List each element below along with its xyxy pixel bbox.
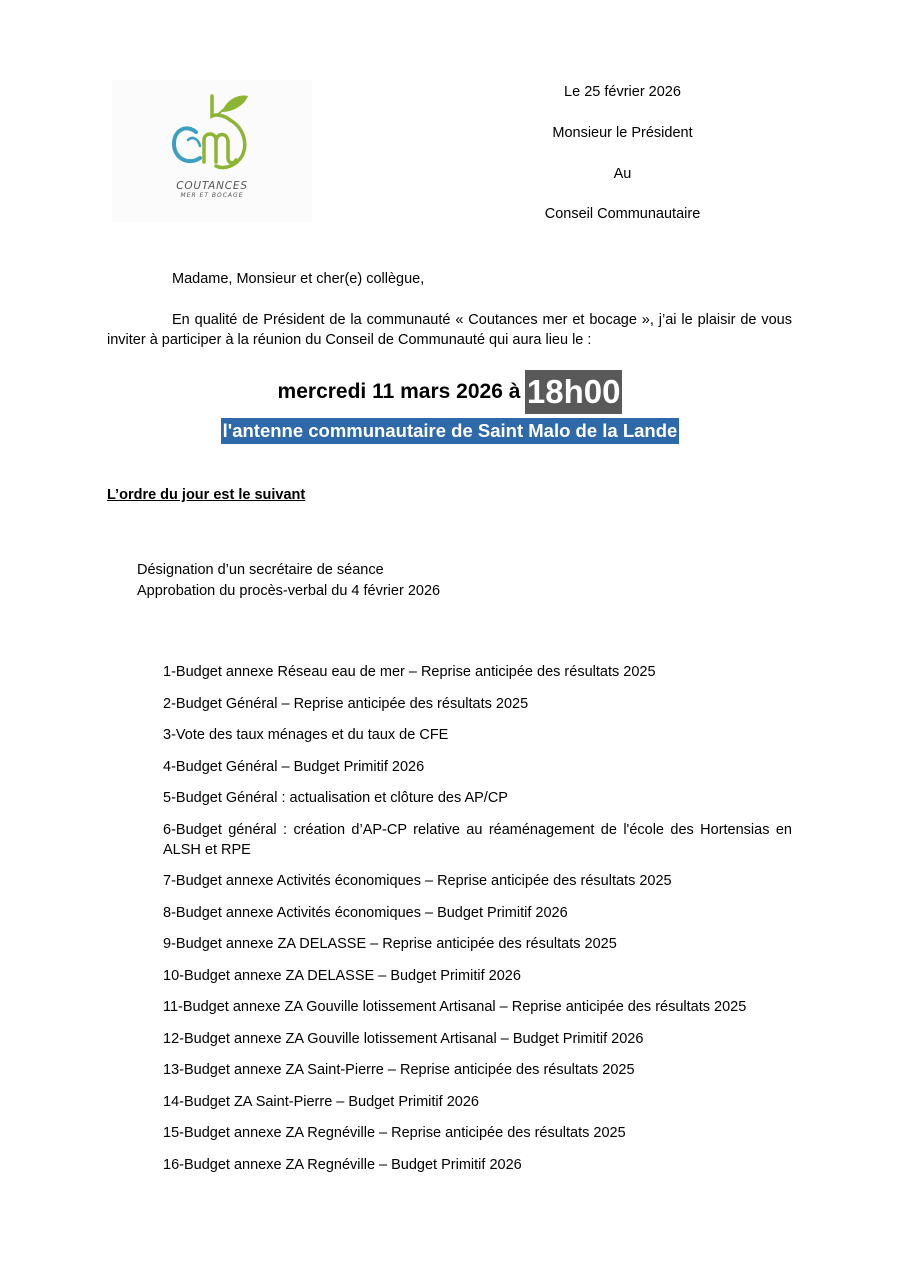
- meeting-location-line: [0, 418, 900, 444]
- coutances-logo-icon: [112, 80, 312, 222]
- meeting-time: 18h00: [525, 370, 623, 414]
- agenda-item: 1-Budget annexe Réseau eau de mer – Reprise anticipée des résultats 2025: [163, 664, 656, 680]
- agenda-item: 13-Budget annexe ZA Saint-Pierre – Reprise anticipée des résultats 2025: [163, 1062, 635, 1078]
- agenda-item: 15-Budget annexe ZA Regnéville – Reprise anticipée des résultats 2025: [163, 1125, 626, 1141]
- recipient-line-1: Monsieur le Président: [552, 125, 693, 141]
- recipient-line-2: Au: [613, 166, 632, 182]
- agenda-item: 16-Budget annexe ZA Regnéville – Budget Primitif 2026: [163, 1157, 522, 1173]
- meeting-date-line: [0, 370, 900, 414]
- logo: [112, 80, 312, 222]
- agenda-item: 11-Budget annexe ZA Gouville lotissement Artisanal – Reprise anticipée des résultats 2025: [163, 999, 747, 1015]
- logo-name: COUTANCES: [176, 180, 248, 192]
- agenda-item: 9-Budget annexe ZA DELASSE – Reprise anticipée des résultats 2025: [163, 936, 617, 952]
- agenda-item: 12-Budget annexe ZA Gouville lotissement Artisanal – Budget Primitif 2026: [163, 1031, 644, 1047]
- logo-wordmark: [174, 180, 250, 199]
- intro-paragraph: En qualité de Président de la communauté « Coutances mer et bocage », j’ai le plaisir de vous inviter à participer à la réunion du Conseil de Communauté qui aura lieu le :: [107, 312, 792, 348]
- salutation: Madame, Monsieur et cher(e) collègue,: [172, 271, 425, 287]
- agenda-item: 5-Budget Général : actualisation et clôture des AP/CP: [163, 790, 508, 806]
- agenda-item: 14-Budget ZA Saint-Pierre – Budget Primitif 2026: [163, 1094, 479, 1110]
- recipient-line-3: Conseil Communautaire: [544, 206, 701, 222]
- agenda-heading: L’ordre du jour est le suivant: [107, 487, 306, 503]
- letter-date: Le 25 février 2026: [564, 84, 681, 100]
- agenda-item: 10-Budget annexe ZA DELASSE – Budget Primitif 2026: [163, 968, 521, 984]
- agenda-item: 4-Budget Général – Budget Primitif 2026: [163, 759, 425, 775]
- agenda-item: 2-Budget Général – Reprise anticipée des résultats 2025: [163, 696, 529, 712]
- meeting-date: mercredi 11 mars 2026 à: [277, 380, 521, 403]
- preliminary-item: Désignation d’un secrétaire de séance: [137, 562, 384, 578]
- agenda-item: 7-Budget annexe Activités économiques – Reprise anticipée des résultats 2025: [163, 873, 672, 889]
- agenda-item: 3-Vote des taux ménages et du taux de CFE: [163, 727, 449, 743]
- logo-tagline: MER ET BOCAGE: [180, 192, 244, 199]
- meeting-location: l'antenne communautaire de Saint Malo de la Lande: [221, 418, 680, 444]
- agenda-item: 8-Budget annexe Activités économiques – Budget Primitif 2026: [163, 905, 568, 921]
- agenda-item: 6-Budget général : création d’AP-CP relative au réaménagement de l'école des Hortensias en ALSH et RPE: [163, 822, 792, 858]
- preliminary-item: Approbation du procès-verbal du 4 février 2026: [137, 583, 441, 599]
